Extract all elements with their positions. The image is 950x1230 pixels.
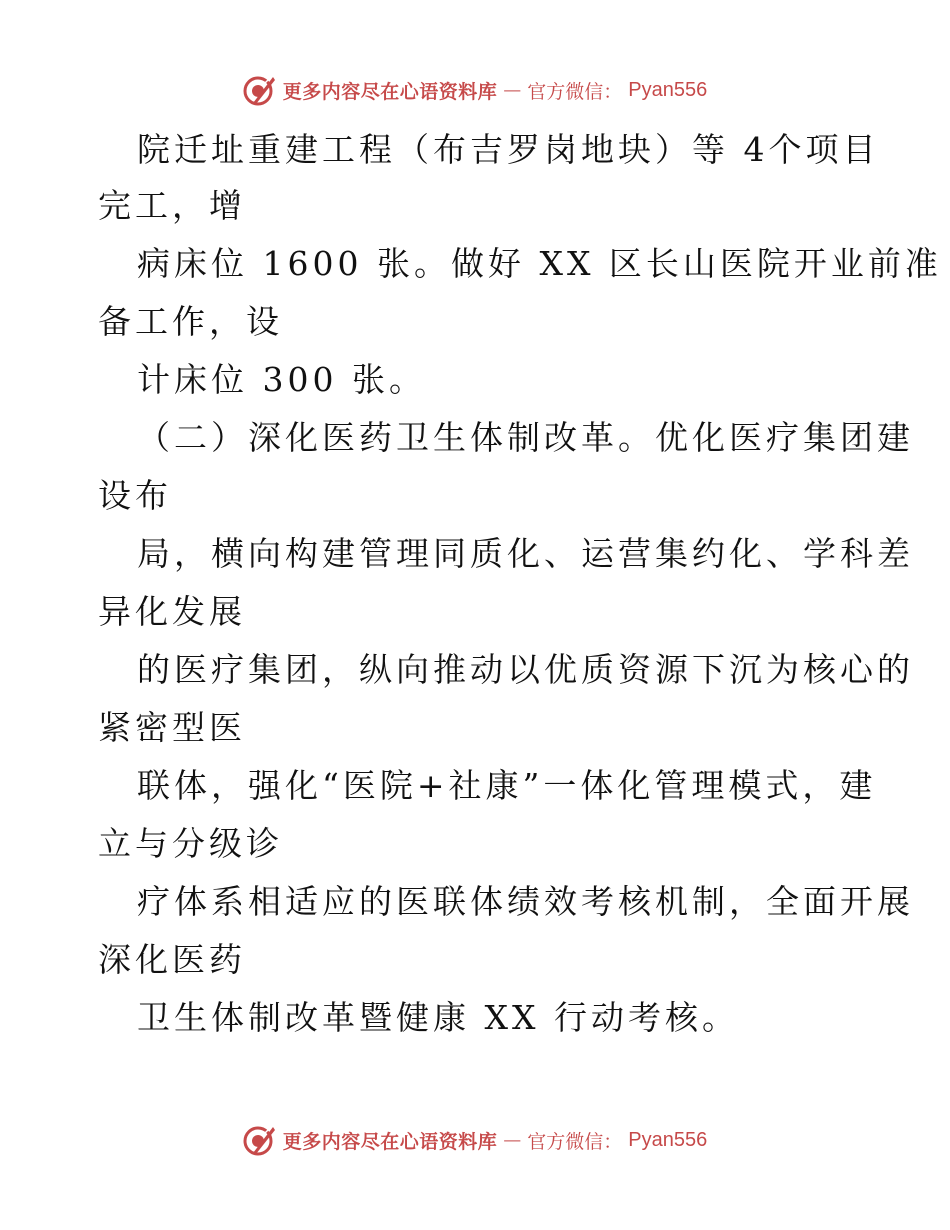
banner-text: 更多内容尽在心语资料库 <box>282 1130 498 1153</box>
banner-dash: — <box>503 79 522 101</box>
text-line: 联体，强化“医院+社康”一体化管理模式，建 <box>137 766 877 805</box>
text-line: 卫生体制改革暨健康 XX 行动考核。 <box>137 998 739 1037</box>
text-line: 异化发展 <box>98 592 246 631</box>
text-line: 的医疗集团，纵向推动以优质资源下沉为核心的 <box>137 650 914 689</box>
text-line: 备工作，设 <box>98 302 283 341</box>
text-line: 局，横向构建管理同质化、运营集约化、学科差 <box>137 534 914 573</box>
text-line: 设布 <box>98 476 172 515</box>
text-line: 紧密型医 <box>98 708 246 747</box>
banner-wechat-id: Pyan556 <box>628 78 708 101</box>
text-line: 疗体系相适应的医联体绩效考核机制，全面开展 <box>137 882 914 921</box>
quill-logo-icon <box>243 1123 277 1157</box>
footer-banner <box>0 1120 950 1160</box>
text-line: 院迁址重建工程（布吉罗岗地块）等 4个项目 <box>137 130 880 169</box>
text-line: （二）深化医药卫生体制改革。优化医疗集团建 <box>137 418 914 457</box>
banner-wechat-id: Pyan556 <box>628 1128 708 1151</box>
text-line: 完工，增 <box>98 186 246 225</box>
text-line: 深化医药 <box>98 940 246 979</box>
banner-dash: — <box>503 1129 522 1151</box>
banner-wechat-label: 官方微信： <box>527 1130 623 1153</box>
banner-text: 更多内容尽在心语资料库 <box>282 80 498 103</box>
banner-wechat-label: 官方微信： <box>527 80 623 103</box>
text-line: 病床位 1600 张。做好 XX 区长山医院开业前准 <box>137 244 942 283</box>
text-line: 计床位 300 张。 <box>137 360 426 399</box>
header-banner <box>0 70 950 110</box>
quill-logo-icon <box>243 73 277 107</box>
text-line: 立与分级诊 <box>98 824 283 863</box>
